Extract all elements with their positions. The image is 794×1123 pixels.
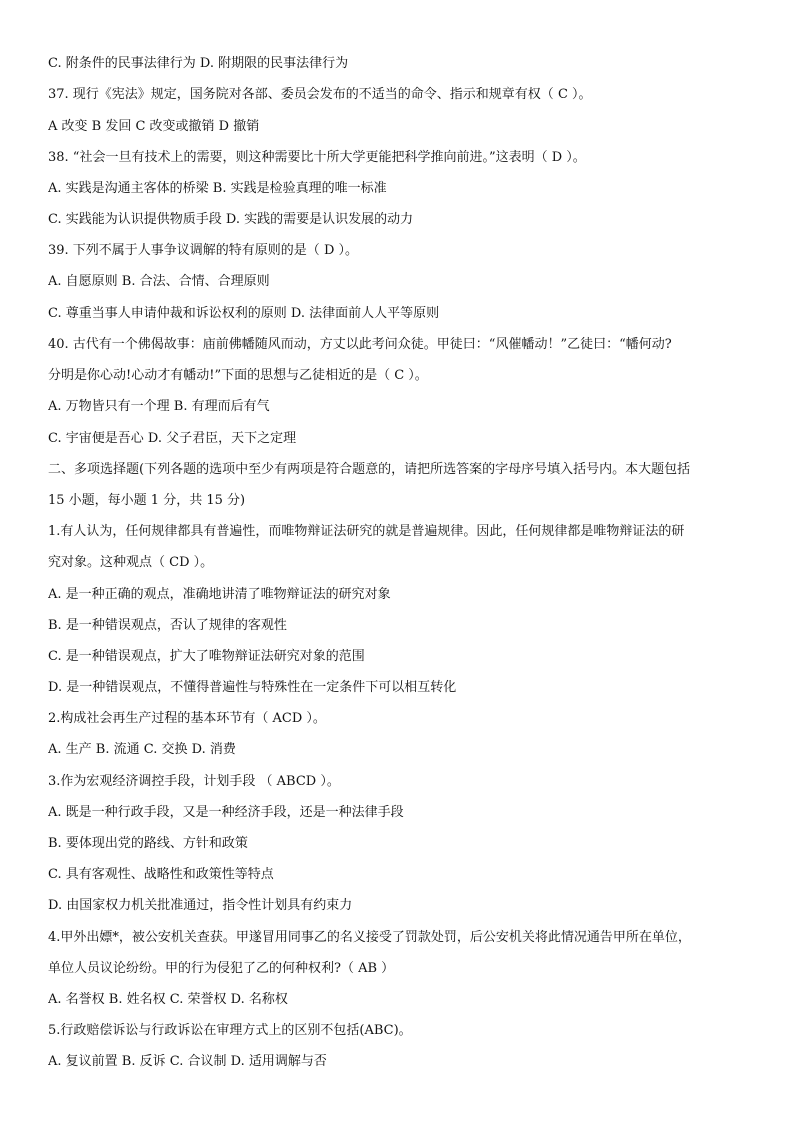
options-38-ab: A. 实践是沟通主客体的桥梁 B. 实践是检验真理的唯一标准	[48, 181, 387, 196]
mc-3-option-a: A. 既是一种行政手段，又是一种经济手段，还是一种法律手段	[48, 805, 404, 820]
mc-1-option-c: C. 是一种错误观点，扩大了唯物辩证法研究对象的范围	[48, 649, 365, 664]
mc-3-option-d: D. 由国家权力机关批准通过，指令性计划具有约束力	[48, 898, 353, 913]
options-38-cd: C. 实践能为认识提供物质手段 D. 实践的需要是认识发展的动力	[48, 212, 414, 227]
mc-question-1-cont: 究对象。这种观点（ CD ）。	[48, 555, 214, 570]
mc-3-option-b: B. 要体现出党的路线、方针和政策	[48, 836, 248, 851]
mc-question-5: 5.行政赔偿诉讼与行政诉讼在审理方式上的区别不包括(ABC)。	[48, 1023, 412, 1038]
mc-1-option-b: B. 是一种错误观点，否认了规律的客观性	[48, 618, 287, 633]
mc-5-options: A. 复议前置 B. 反诉 C. 合议制 D. 适用调解与否	[48, 1054, 327, 1069]
section-heading-cont: 15 小题，每小题 1 分，共 15 分)	[48, 493, 246, 508]
question-37: 37. 现行《宪法》规定，国务院对各部、委员会发布的不适当的命令、指示和规章有权（ C ）。	[48, 87, 592, 102]
mc-question-1: 1.有人认为，任何规律都具有普遍性，而唯物辩证法研究的就是普遍规律。因此，任何规律都是唯物辩证法的研	[48, 524, 685, 539]
mc-question-4-cont: 单位人员议论纷纷。甲的行为侵犯了乙的何种权利?（ AB ）	[48, 961, 395, 976]
options-40-ab: A. 万物皆只有一个理 B. 有理而后有气	[48, 399, 270, 414]
mc-1-option-d: D. 是一种错误观点，不懂得普遍性与特殊性在一定条件下可以相互转化	[48, 680, 457, 695]
question-39: 39. 下列不属于人事争议调解的特有原则的是（ D ）。	[48, 243, 358, 258]
mc-question-4: 4.甲外出嫖*，被公安机关查获。甲遂冒用同事乙的名义接受了罚款处罚，后公安机关将此情况通告甲所在单位，	[48, 930, 691, 945]
question-38: 38. “社会一旦有技术上的需要，则这种需要比十所大学更能把科学推向前进。”这表明（ D ）。	[48, 150, 586, 165]
mc-question-3: 3.作为宏观经济调控手段，计划手段 （ ABCD ）。	[48, 774, 340, 789]
question-40-cont: 分明是你心动!心动才有幡动!”下面的思想与乙徒相近的是（ C ）。	[48, 368, 428, 383]
mc-2-options: A. 生产 B. 流通 C. 交换 D. 消费	[48, 742, 236, 757]
section-heading: 二、多项选择题(下列各题的选项中至少有两项是符合题意的，请把所选答案的字母序号填入括号内。本大题包括	[48, 462, 691, 477]
question-40: 40. 古代有一个佛偈故事：庙前佛幡随风而动，方丈以此考问众徒。甲徒曰：“风催幡动！”乙徒曰：“幡何动?	[48, 337, 672, 352]
options-37: A 改变 B 发回 C 改变或撤销 D 撤销	[48, 119, 260, 134]
mc-1-option-a: A. 是一种正确的观点，准确地讲清了唯物辩证法的研究对象	[48, 587, 391, 602]
options-39-ab: A. 自愿原则 B. 合法、合情、合理原则	[48, 274, 270, 289]
mc-question-2: 2.构成社会再生产过程的基本环节有（ ACD ）。	[48, 711, 326, 726]
mc-4-options: A. 名誉权 B. 姓名权 C. 荣誉权 D. 名称权	[48, 992, 288, 1007]
options-39-cd: C. 尊重当事人申请仲裁和诉讼权利的原则 D. 法律面前人人平等原则	[48, 306, 440, 321]
options-40-cd: C. 宇宙便是吾心 D. 父子君臣，天下之定理	[48, 431, 297, 446]
text-line: C. 附条件的民事法律行为 D. 附期限的民事法律行为	[48, 56, 349, 71]
mc-3-option-c: C. 具有客观性、战略性和政策性等特点	[48, 867, 274, 882]
